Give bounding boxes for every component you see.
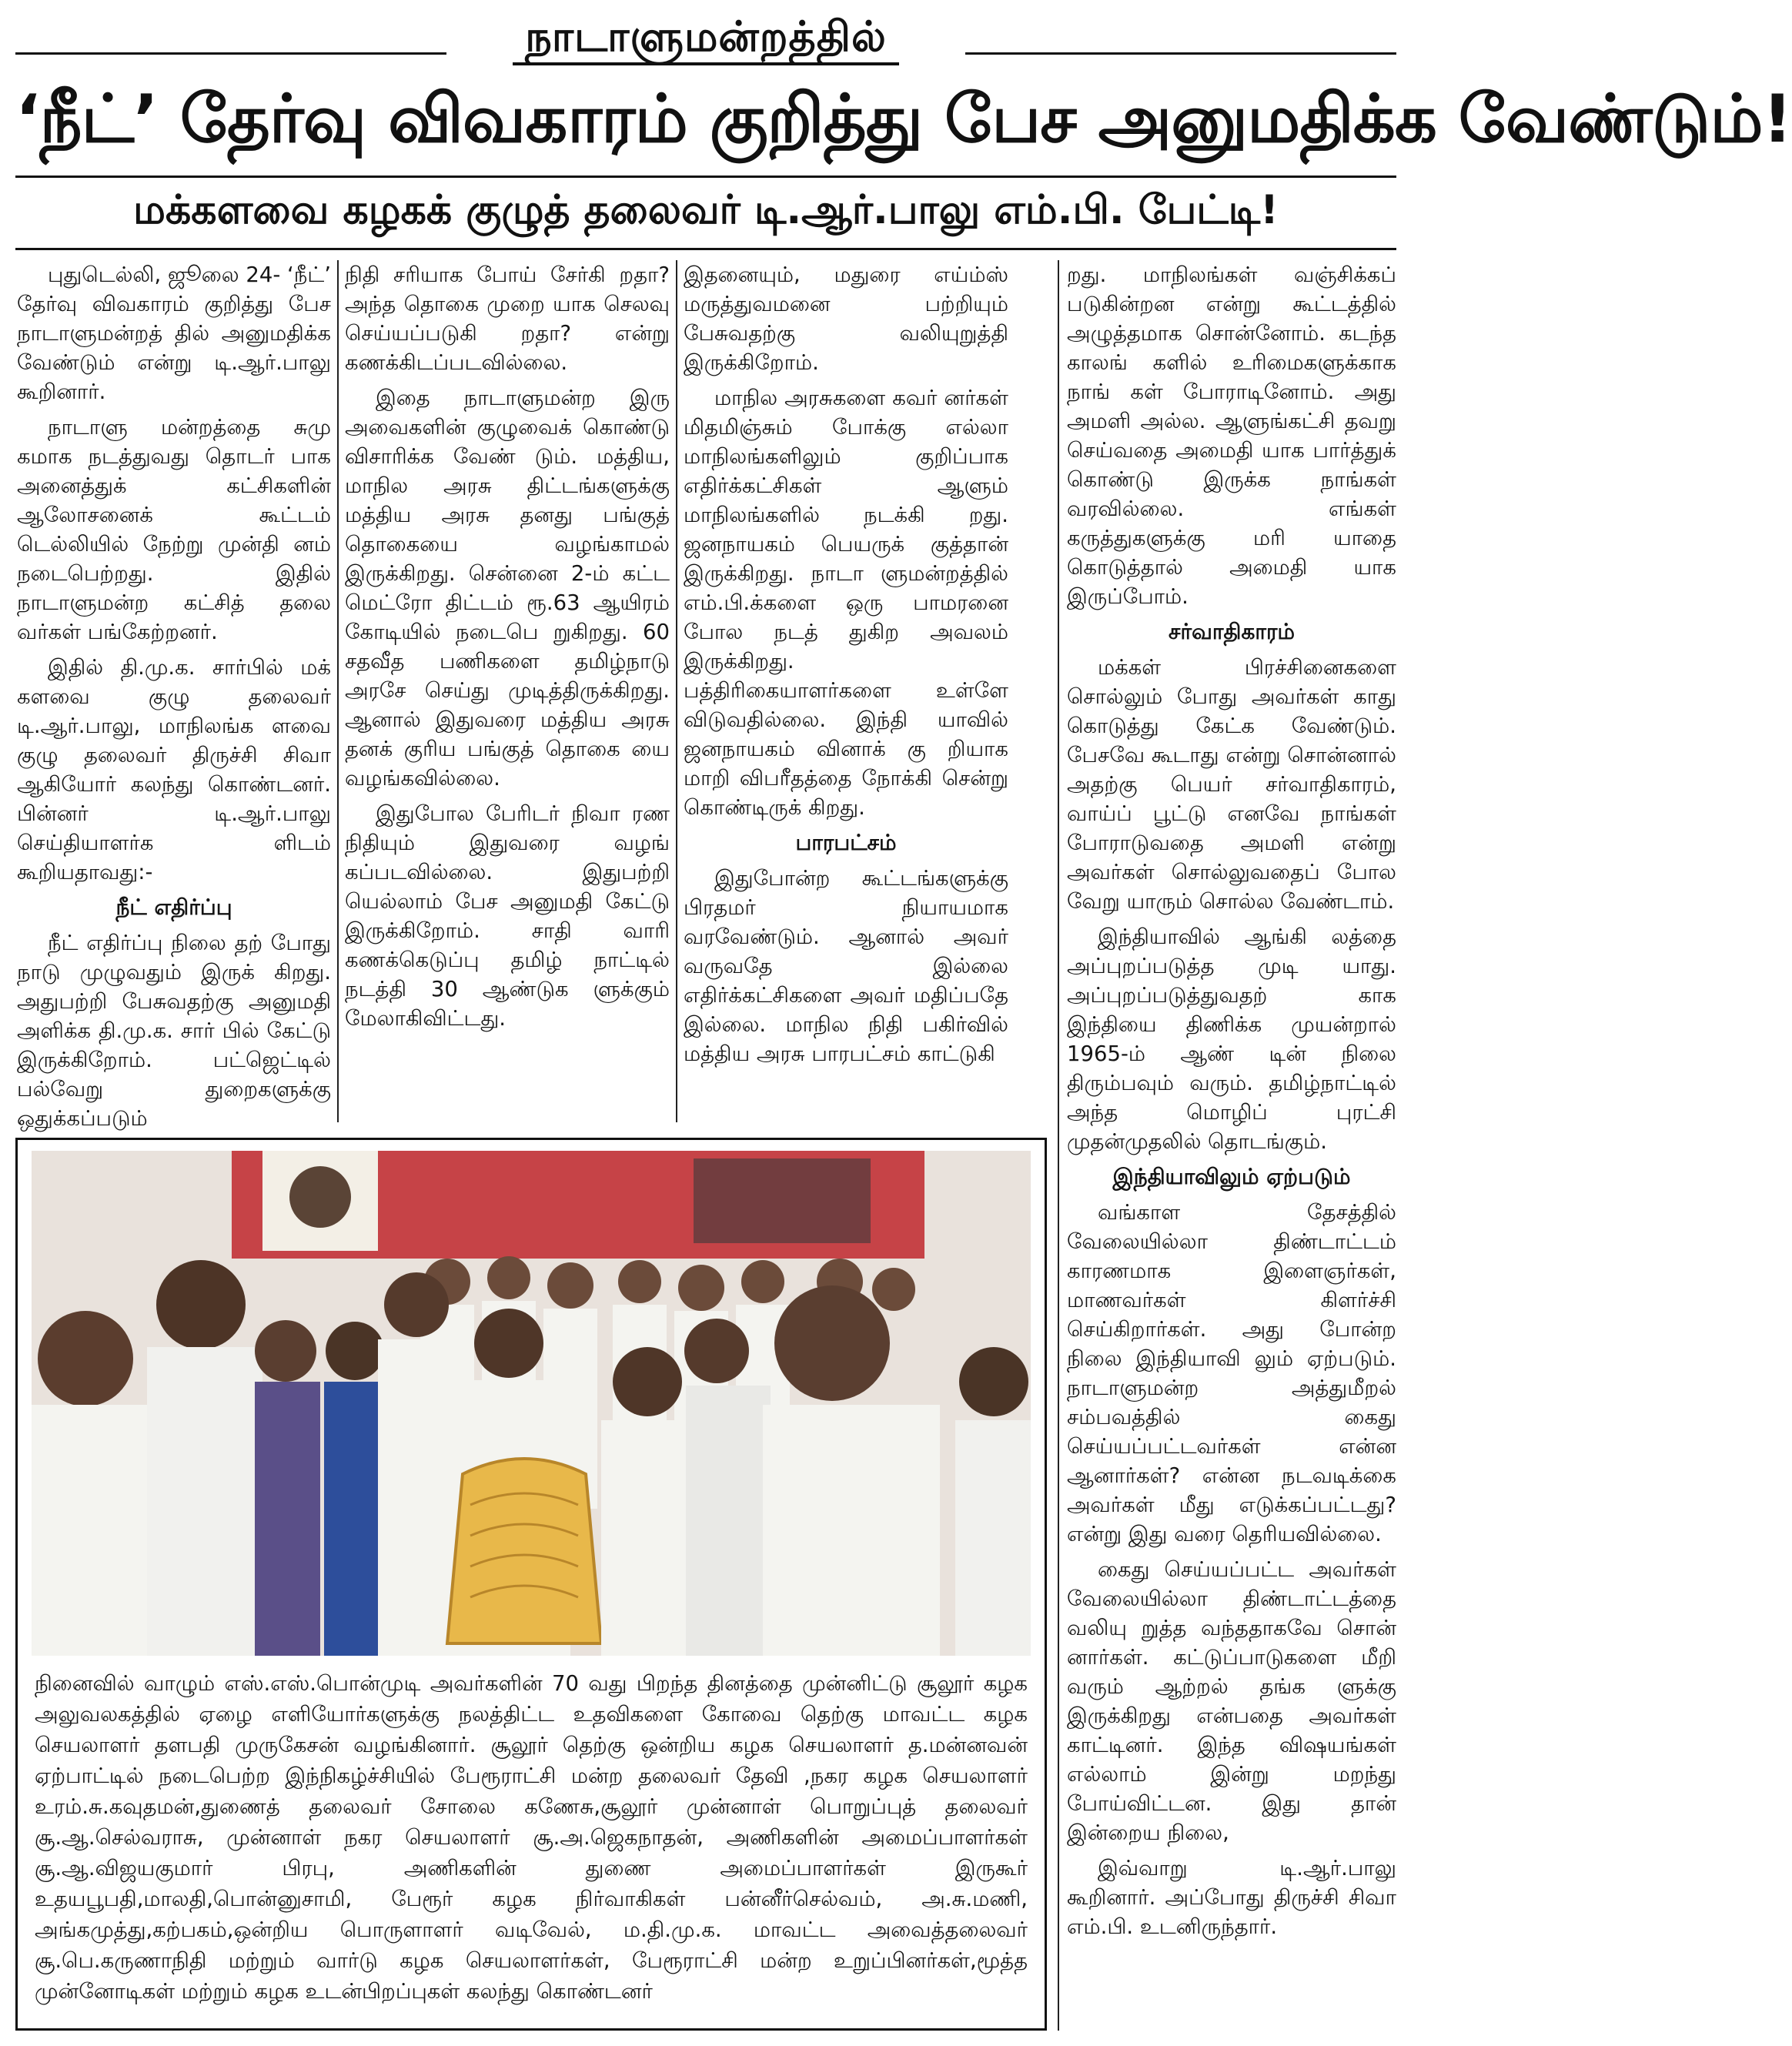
photo-caption: நினைவில் வாழும் எஸ்.எஸ்.பொன்முடி அவர்களின் 70 வது பிறந்த தினத்தை முன்னிட்டு சூலூர் கழக அலுவலகத்தில் ஏழை எளியோர்களுக்கு நலத்திட்ட உதவிகளை கோவை தெற்கு மாவட்ட கழக செயலாளர் தளபதி முருகேசன் வழங்கினார். சூலூர் தெற்கு ஒன்றிய கழக செயலாளர் த.மன்னவன் ஏற்பாட்டில் நடைபெற்ற இந்நிகழ்ச்சியில் பேரூராட்சி மன்ற தலைவர் தேவி ,நகர கழக செயலாளர் உரம்.சு.கவுதமன்,துணைத் தலைவர் சோலை கணேசு,சூலூர் முன்னாள் பொறுப்புத் தலைவர் சூ.ஆ.செல்வராசு, முன்னாள் நகர செயலாளர் சூ.அ.ஜெகநாதன், அணிகளின் அமைப்பாளர்கள் சூ.ஆ.விஜயகுமார் பிரபு, அணிகளின் துணை அமைப்பாளர்கள் இருகூர் உதயபூபதி,மாலதி,பொன்னுசாமி, பேரூர் கழக நிர்வாகிகள் பன்னீர்செல்வம், அ.சு.மணி, அங்கமுத்து,கற்பகம்,ஒன்றிய பொருளாளர் வடிவேல், ம.தி.மு.க. மாவட்ட அவைத்தலைவர் சூ.பெ.கருணாநிதி மற்றும் வார்டு கழக செயலாளர்கள், பேரூராட்சி மன்ற உறுப்பினர்கள்,மூத்த முன்னோடிகள் மற்றும் கழக உடன்பிறப்புகள் கலந்து கொண்டனர் [35, 1671, 1028, 2004]
article-subheading: நீட் எதிர்ப்பு [115, 894, 232, 920]
article-paragraph: இதனையும், மதுரை எய்ம்ஸ் மருத்துவமனை பற்றியும் பேசுவதற்கு வலியுறுத்தி இருக்கிறோம். [684, 262, 1008, 375]
article-paragraph: இதை நாடாளுமன்ற இரு அவைகளின் குழுவைக் கொண்டு விசாரிக்க வேண் டும். மத்திய, மாநில அரசு திட்டங்களுக்கு மத்திய அரசு தனது பங்குத் தொகையை வழங்காமல் இருக்கிறது. சென்னை 2-ம் கட்ட மெட்ரோ திட்டம் ரூ.63 ஆயிரம் கோடியில் நடைபெ றுகிறது. 60 சதவீத பணிகளை தமிழ்நாடு அரசே செய்து முடித்திருக்கிறது. ஆனால் இதுவரை மத்திய அரசு தனக் குரிய பங்குத் தொகை யை வழங்கவில்லை. [345, 386, 670, 791]
article-paragraph: இந்தியாவில் ஆங்கி லத்தை அப்புறப்படுத்த முடி யாது. அப்புறப்படுத்துவதற் காக இந்தியை திணிக்க முயன்றால் 1965-ம் ஆண் டின் நிலை திரும்பவும் வரும். தமிழ்நாட்டில் அந்த மொழிப் புரட்சி முதன்முதலில் தொடங்கும். [1067, 924, 1396, 1154]
article-paragraph: றது. மாநிலங்கள் வஞ்சிக்கப் படுகின்றன என்று கூட்டத்தில் அழுத்தமாக சொன்னோம். கடந்த காலங் களில் உரிமைகளுக்காக நாங் கள் போராடினோம். அது அமளி அல்ல. ஆளுங்கட்சி தவறு செய்வதை அமைதி யாக பார்த்துக் கொண்டு இருக்க நாங்கள் வரவில்லை. எங்கள் கருத்துகளுக்கு மரி யாதை கொடுத்தால் அமைதி யாக இருப்போம். [1067, 262, 1396, 609]
article-paragraph: மாநில அரசுகளை கவர் னர்கள் மிதமிஞ்சும் போக்கு எல்லா மாநிலங்களிலும் குறிப்பாக எதிர்க்கட்சிகள் ஆளும் மாநிலங்களில் நடக்கி றது. ஜனநாயகம் பெயருக் குத்தான் இருக்கிறது. நாடா ளுமன்றத்தில் எம்.பி.க்களை ஒரு பாமரனை போல நடத் துகிற அவலம் இருக்கிறது. பத்திரிகையாளர்களை உள்ளே விடுவதில்லை. இந்தி யாவில் ஜனநாயகம் வினாக் கு றியாக மாறி விபரீதத்தை நோக்கி சென்று கொண்டிருக் கிறது. [684, 386, 1008, 820]
article-subheading: சர்வாதிகாரம் [1168, 619, 1296, 644]
article-paragraph: இதுபோல பேரிடர் நிவா ரண நிதியும் இதுவரை வழங் கப்படவில்லை. இதுபற்றி யெல்லாம் பேச அனுமதி கேட்டு இருக்கிறோம். சாதி வாரி கணக்கெடுப்பு தமிழ் நாட்டில் நடத்தி 30 ஆண்டுக ளுக்கும் மேலாகிவிட்டது. [345, 801, 670, 1031]
kicker-section [0, 14, 1412, 65]
article-column-2 [345, 260, 670, 1130]
event-photo-illustration [32, 1151, 1031, 1656]
article-column-1 [17, 260, 331, 1130]
article-paragraph: இதில் தி.மு.க. சார்பில் மக் களவை குழு தலைவர் டி.ஆர்.பாலு, மாநிலங்க ளவை குழு தலைவர் திருச்சி சிவா ஆகியோர் கலந்து கொண்டனர். பின்னர் டி.ஆர்.பாலு செய்தியாளர்க ளிடம் கூறியதாவது:- [17, 655, 331, 884]
article-paragraph: கைது செய்யப்பட்ட அவர்கள் வேலையில்லா திண்டாட்டத்தை வலியு றுத்த வந்ததாகவே சொன் னார்கள். கட்டுப்பாடுகளை மீறி வரும் ஆற்றல் தங்க ளுக்கு இருக்கிறது என்பதை அவர்கள் காட்டினர். இந்த விஷயங்கள் எல்லாம் இன்று மறந்து போய்விட்டன. இது தான் இன்றைய நிலை, [1067, 1557, 1396, 1845]
article-paragraph: நாடாளு மன்றத்தை சுமு கமாக நடத்துவது தொடர் பாக அனைத்துக் கட்சிகளின் ஆலோசனைக் கூட்டம் டெல்லியில் நேற்று முன்தி னம் நடைபெற்றது. இதில் நாடாளுமன்ற கட்சித் தலை வர்கள் பங்கேற்றனர். [17, 415, 331, 644]
article-paragraph: மக்கள் பிரச்சினைகளை சொல்லும் போது அவர்கள் காது கொடுத்து கேட்க வேண்டும். பேசவே கூடாது என்று சொன்னால் அதற்கு பெயர் சர்வாதிகாரம், வாய்ப் பூட்டு எனவே நாங்கள் போராடுவதை அமளி என்று அவர்கள் சொல்லுவதைப் போல வேறு யாரும் சொல்ல வேண்டாம். [1067, 655, 1396, 914]
article-paragraph: இவ்வாறு டி.ஆர்.பாலு கூறினார். அப்போது திருச்சி சிவா எம்.பி. உடனிருந்தார். [1067, 1856, 1396, 1939]
article-paragraph: இதுபோன்ற கூட்டங்களுக்கு பிரதமர் நியாயமாக வரவேண்டும். ஆனால் அவர் வருவதே இல்லை எதிர்க்கட்சிகளை அவர் மதிப்பதே இல்லை. மாநில நிதி பகிர்வில் மத்திய அரசு பாரபட்சம் காட்டுகி [684, 866, 1008, 1066]
subheadline: மக்களவை கழகக் குழுத் தலைவர் டி.ஆர்.பாலு எம்.பி. பேட்டி! [133, 187, 1279, 233]
kicker-right-rule [965, 52, 1396, 55]
subheadline-rule [15, 248, 1396, 250]
article-paragraph: நிதி சரியாக போய் சேர்கி றதா? அந்த தொகை முறை யாக செலவு செய்யப்படுகி றதா? என்று கணக்கிடப்படவில்லை. [345, 262, 670, 375]
article-column-3 [684, 260, 1008, 1130]
headline-rule [15, 176, 1396, 178]
column-divider [337, 260, 339, 1122]
article-paragraph: வங்காள தேசத்தில் வேலையில்லா திண்டாட்டம் காரணமாக இளைஞர்கள், மாணவர்கள் கிளர்ச்சி செய்கிறார்கள். அது போன்ற நிலை இந்தியாவி லும் ஏற்படும். நாடாளுமன்ற அத்துமீறல் சம்பவத்தில் கைது செய்யப்பட்டவர்கள் என்ன ஆனார்கள்? என்ன நடவடிக்கை அவர்கள் மீது எடுக்கப்பட்டது? என்று இது வரை தெரியவில்லை. [1067, 1200, 1396, 1546]
event-photo [32, 1151, 1031, 1656]
column-divider [676, 260, 677, 1122]
kicker-label: நாடாளுமன்றத்தில் [513, 14, 899, 65]
article-subheading: இந்தியாவிலும் ஏற்படும் [1112, 1164, 1351, 1189]
article-paragraph: நீட் எதிர்ப்பு நிலை தற் போது நாடு முழுவதும் இருக் கிறது. அதுபற்றி பேசுவதற்கு அனுமதி அளிக்க தி.மு.க. சார் பில் கேட்டு இருக்கிறோம். பட்ஜெட்டில் பல்வேறு துறைகளுக்கு ஒதுக்கப்படும் [17, 931, 331, 1131]
column-divider [1058, 260, 1059, 2031]
headline: ‘நீட்’ தேர்வு விவகாரம் குறித்து பேச அனுமதிக்க வேண்டும்! [15, 81, 1792, 158]
article-subheading: பாரபட்சம் [795, 830, 897, 855]
article-paragraph: புதுடெல்லி, ஜூலை 24- ‘நீட்’ தேர்வு விவகாரம் குறித்து பேச நாடாளுமன்றத் தில் அனுமதிக்க வேண்டும் என்று டி.ஆர்.பாலு கூறினார். [17, 262, 331, 404]
article-column-4 [1067, 260, 1396, 2031]
photo-feature-box [15, 1138, 1047, 2031]
kicker-left-rule [15, 52, 446, 55]
